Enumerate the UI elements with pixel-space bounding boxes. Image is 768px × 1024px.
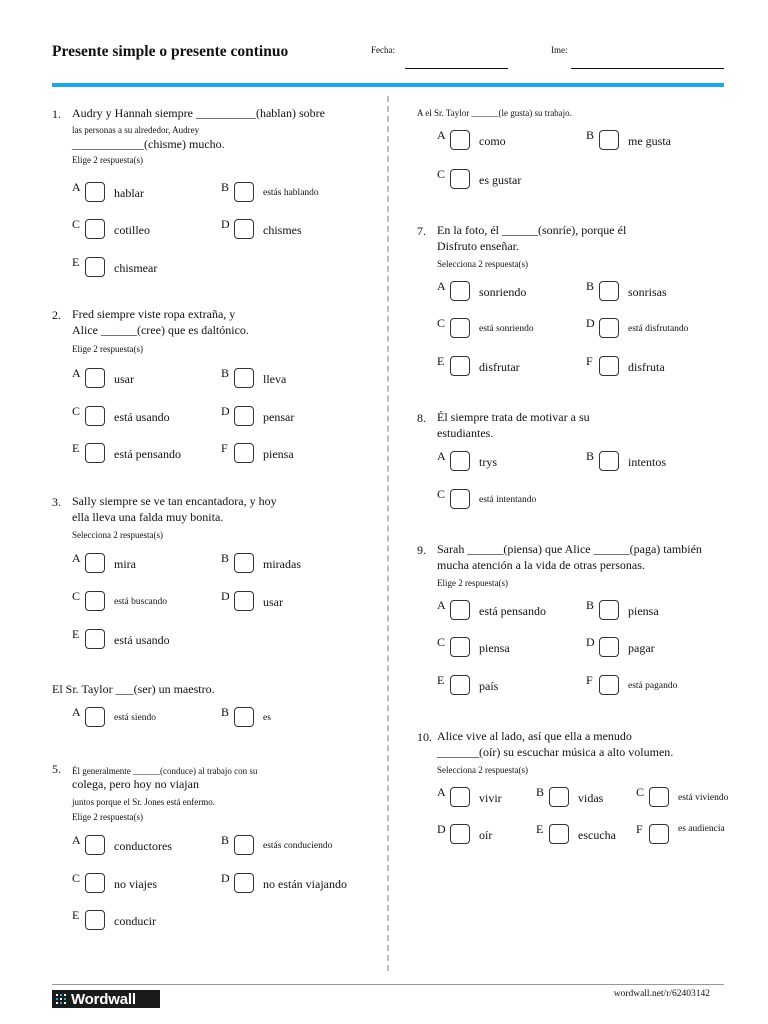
question-instruction: Selecciona 2 respuesta(s): [437, 259, 528, 269]
option-label: sonrisas: [628, 285, 667, 299]
option-label: vivir: [479, 791, 502, 805]
option-letter: D: [221, 589, 230, 603]
option-label: está pagando: [628, 681, 678, 691]
answer-checkbox[interactable]: [85, 443, 105, 463]
answer-checkbox[interactable]: [234, 406, 254, 426]
answer-checkbox[interactable]: [234, 368, 254, 388]
option-label: conductores: [114, 839, 172, 853]
option-letter: D: [437, 822, 446, 836]
option-label: país: [479, 679, 499, 693]
option-label: está buscando: [114, 597, 168, 607]
option-label: está intentando: [479, 495, 537, 505]
option-label: no viajes: [114, 877, 157, 891]
answer-checkbox[interactable]: [450, 451, 470, 471]
option-label: miradas: [263, 557, 301, 571]
answer-checkbox[interactable]: [234, 443, 254, 463]
answer-checkbox[interactable]: [599, 675, 619, 695]
answer-checkbox[interactable]: [234, 182, 254, 202]
option-label: está sonriendo: [479, 324, 534, 334]
answer-checkbox[interactable]: [234, 219, 254, 239]
option-letter: C: [72, 871, 81, 885]
answer-checkbox[interactable]: [85, 368, 105, 388]
option-label: oír: [479, 828, 493, 842]
option-letter: F: [636, 822, 643, 836]
footer-url[interactable]: wordwall.net/r/62403142: [613, 989, 710, 999]
answer-checkbox[interactable]: [85, 182, 105, 202]
answer-checkbox[interactable]: [549, 824, 569, 844]
question-number: 8.: [417, 411, 426, 425]
option-label: escucha: [578, 828, 616, 842]
option-label: usar: [114, 372, 134, 386]
answer-checkbox[interactable]: [234, 873, 254, 893]
answer-checkbox[interactable]: [234, 835, 254, 855]
option-letter: A: [437, 598, 446, 612]
question-text-line: ella lleva una falda muy bonita.: [72, 510, 224, 524]
option-label: usar: [263, 595, 283, 609]
option-letter: A: [437, 785, 446, 799]
option-label: está pensando: [114, 447, 181, 461]
option-label: piensa: [263, 447, 294, 461]
answer-checkbox[interactable]: [599, 451, 619, 471]
option-letter: F: [586, 673, 593, 687]
answer-checkbox[interactable]: [450, 600, 470, 620]
question-text-line: Sarah ______(piensa) que Alice ______(paga) también: [437, 542, 702, 556]
option-letter: B: [221, 705, 230, 719]
question-number: 1.: [52, 107, 61, 121]
column-divider: [387, 96, 389, 971]
option-letter: A: [437, 128, 446, 142]
answer-checkbox[interactable]: [450, 356, 470, 376]
option-label: no están viajando: [263, 877, 347, 891]
option-label: trys: [479, 455, 497, 469]
answer-checkbox[interactable]: [234, 591, 254, 611]
option-letter: D: [221, 404, 230, 418]
answer-checkbox[interactable]: [85, 219, 105, 239]
option-letter: B: [586, 128, 595, 142]
option-letter: B: [586, 279, 595, 293]
option-letter: C: [437, 635, 446, 649]
question-instruction: Selecciona 2 respuesta(s): [72, 530, 163, 540]
answer-checkbox[interactable]: [85, 406, 105, 426]
option-letter: B: [221, 366, 230, 380]
option-label: chismes: [263, 223, 302, 237]
logo-text: Wordwall: [71, 990, 136, 1008]
option-label: piensa: [628, 604, 659, 618]
option-letter: C: [437, 167, 446, 181]
option-letter: E: [72, 441, 80, 455]
option-letter: D: [221, 217, 230, 231]
option-label: pensar: [263, 410, 295, 424]
option-label: está pensando: [479, 604, 546, 618]
option-label: es: [263, 713, 271, 723]
question-instruction: Elige 2 respuesta(s): [72, 812, 143, 822]
question-instruction: Elige 2 respuesta(s): [72, 155, 143, 165]
answer-checkbox[interactable]: [85, 629, 105, 649]
wordwall-logo: [52, 990, 160, 1008]
option-label: mira: [114, 557, 136, 571]
option-letter: E: [536, 822, 544, 836]
option-letter: C: [72, 589, 81, 603]
question-number: 5.: [52, 762, 61, 776]
answer-checkbox[interactable]: [549, 787, 569, 807]
answer-checkbox[interactable]: [450, 787, 470, 807]
answer-checkbox[interactable]: [85, 591, 105, 611]
option-letter: B: [586, 449, 595, 463]
option-letter: C: [636, 785, 645, 799]
question-text-line: Alice vive al lado, así que ella a menudo: [437, 729, 632, 743]
option-letter: F: [221, 441, 228, 455]
option-label: cotilleo: [114, 223, 150, 237]
option-letter: E: [72, 627, 80, 641]
option-letter: A: [437, 449, 446, 463]
option-label: intentos: [628, 455, 666, 469]
answer-checkbox[interactable]: [599, 318, 619, 338]
question-text-line: El Sr. Taylor ___(ser) un maestro.: [52, 682, 215, 696]
option-label: está viviendo: [678, 793, 729, 803]
answer-checkbox[interactable]: [85, 707, 105, 727]
answer-checkbox[interactable]: [234, 707, 254, 727]
answer-checkbox[interactable]: [450, 489, 470, 509]
option-letter: E: [72, 255, 80, 269]
question-text-line: ____________(chisme) mucho.: [72, 137, 225, 151]
option-label: está disfrutando: [628, 324, 689, 334]
question-number: 7.: [417, 224, 426, 238]
option-letter: E: [437, 673, 445, 687]
question-text-line: Él siempre trata de motivar a su: [437, 410, 590, 424]
option-letter: C: [437, 487, 446, 501]
question-text-line: juntos porque el Sr. Jones está enfermo.: [72, 797, 215, 807]
option-label: como: [479, 134, 506, 148]
wordwall-grid-icon: [55, 993, 67, 1005]
question-text-line: Él generalmente ______(conduce) al trabajo con su: [72, 766, 258, 776]
option-letter: A: [72, 833, 81, 847]
question-text-line: mucha atención a la vida de otras personas.: [437, 558, 645, 572]
question-text-line: Disfruto enseñar.: [437, 239, 519, 253]
option-letter: B: [221, 180, 230, 194]
option-letter: B: [536, 785, 545, 799]
answer-checkbox[interactable]: [85, 553, 105, 573]
answer-checkbox[interactable]: [450, 318, 470, 338]
option-letter: A: [72, 551, 81, 565]
answer-checkbox[interactable]: [649, 824, 669, 844]
answer-checkbox[interactable]: [450, 637, 470, 657]
footer-divider: [52, 984, 724, 985]
question-number: 2.: [52, 308, 61, 322]
option-label: conducir: [114, 914, 156, 928]
answer-checkbox[interactable]: [85, 835, 105, 855]
answer-checkbox[interactable]: [649, 787, 669, 807]
date-field-line[interactable]: [405, 68, 508, 69]
option-letter: F: [586, 354, 593, 368]
question-number: 9.: [417, 543, 426, 557]
option-label: está usando: [114, 633, 170, 647]
option-letter: C: [72, 217, 81, 231]
option-label: está usando: [114, 410, 170, 424]
question-text-line: _______(oír) su escuchar música a alto volumen.: [437, 745, 674, 759]
option-letter: A: [437, 279, 446, 293]
answer-checkbox[interactable]: [85, 910, 105, 930]
question-text-line: En la foto, él ______(sonríe), porque él: [437, 223, 627, 237]
option-letter: D: [586, 316, 595, 330]
answer-checkbox[interactable]: [450, 169, 470, 189]
option-letter: D: [221, 871, 230, 885]
question-text-line: colega, pero hoy no viajan: [72, 777, 199, 791]
question-number: 10.: [417, 730, 432, 744]
answer-checkbox[interactable]: [450, 130, 470, 150]
option-label: me gusta: [628, 134, 671, 148]
question-instruction: Elige 2 respuesta(s): [437, 578, 508, 588]
option-letter: D: [586, 635, 595, 649]
option-letter: B: [586, 598, 595, 612]
option-letter: A: [72, 180, 81, 194]
name-field-line[interactable]: [571, 68, 724, 69]
answer-checkbox[interactable]: [85, 257, 105, 277]
header-accent-bar: [52, 83, 724, 87]
answer-checkbox[interactable]: [234, 553, 254, 573]
question-text-line: estudiantes.: [437, 426, 494, 440]
answer-checkbox[interactable]: [85, 873, 105, 893]
question-instruction: Selecciona 2 respuesta(s): [437, 765, 528, 775]
option-label: es gustar: [479, 173, 522, 187]
option-label: hablar: [114, 186, 144, 200]
answer-checkbox[interactable]: [599, 600, 619, 620]
option-letter: B: [221, 551, 230, 565]
option-letter: E: [72, 908, 80, 922]
option-letter: A: [72, 705, 81, 719]
option-label: estás conduciendo: [263, 841, 333, 851]
option-label: estás hablando: [263, 188, 319, 198]
option-label: piensa: [479, 641, 510, 655]
option-letter: E: [437, 354, 445, 368]
question-text-line: Sally siempre se ve tan encantadora, y hoy: [72, 494, 277, 508]
option-label: vidas: [578, 791, 604, 805]
option-label: pagar: [628, 641, 655, 655]
option-label: chismear: [114, 261, 158, 275]
answer-checkbox[interactable]: [599, 637, 619, 657]
answer-checkbox[interactable]: [450, 281, 470, 301]
option-label: lleva: [263, 372, 287, 386]
question-instruction: Elige 2 respuesta(s): [72, 344, 143, 354]
option-label: es audiencia: [678, 824, 725, 834]
option-label: sonriendo: [479, 285, 527, 299]
date-label: Fecha:: [371, 45, 395, 55]
option-letter: C: [437, 316, 446, 330]
answer-checkbox[interactable]: [450, 824, 470, 844]
page-title: Presente simple o presente continuo: [52, 43, 289, 60]
answer-checkbox[interactable]: [450, 675, 470, 695]
question-number: 3.: [52, 495, 61, 509]
question-text-line: Fred siempre viste ropa extraña, y: [72, 307, 236, 321]
option-letter: B: [221, 833, 230, 847]
answer-checkbox[interactable]: [599, 281, 619, 301]
option-label: disfrutar: [479, 360, 520, 374]
question-text-line: Alice ______(cree) que es daltónico.: [72, 323, 249, 337]
question-text-line: A el Sr. Taylor ______(le gusta) su trabajo.: [417, 108, 572, 118]
question-text-line: Audry y Hannah siempre __________(hablan) sobre: [72, 106, 325, 120]
name-label: Ime:: [551, 45, 568, 55]
answer-checkbox[interactable]: [599, 356, 619, 376]
option-label: está siendo: [114, 713, 156, 723]
question-text-line: las personas a su alrededor, Audrey: [72, 125, 200, 135]
answer-checkbox[interactable]: [599, 130, 619, 150]
option-letter: C: [72, 404, 81, 418]
option-label: disfruta: [628, 360, 665, 374]
option-letter: A: [72, 366, 81, 380]
